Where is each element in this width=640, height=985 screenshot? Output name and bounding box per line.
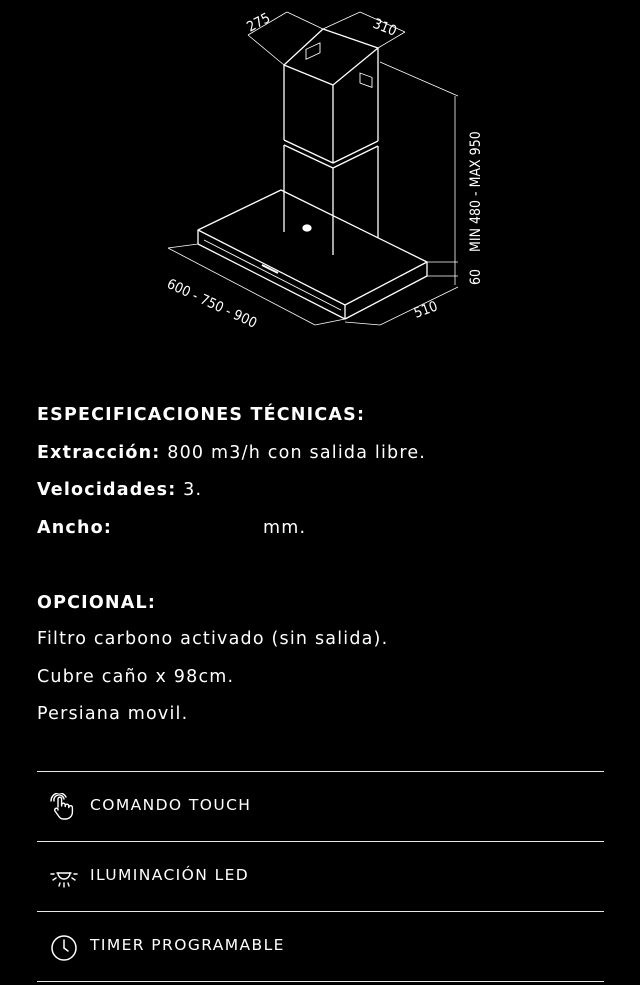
dim-label-width: 600 - 750 - 900 xyxy=(164,276,260,332)
feature-label: ILUMINACIÓN LED xyxy=(90,866,250,884)
dim-label-60: 60 xyxy=(468,268,484,285)
specs-heading: ESPECIFICACIONES TÉCNICAS: xyxy=(37,405,366,425)
spec-extraction xyxy=(37,441,426,465)
width-value: mm. xyxy=(263,518,307,538)
hood-dimension-diagram xyxy=(0,0,640,340)
spec-width xyxy=(37,516,112,540)
optional-item: Cubre caño x 98cm. xyxy=(37,667,235,687)
dim-label-height: MIN 480 - MAX 950 xyxy=(468,131,484,252)
touch-hand-icon xyxy=(49,793,79,823)
optional-item: Persiana movil. xyxy=(37,704,189,724)
led-lamp-icon xyxy=(49,863,79,893)
spec-speeds xyxy=(37,478,202,502)
width-label: Ancho: xyxy=(37,518,113,538)
feature-label: TIMER PROGRAMABLE xyxy=(90,936,285,954)
feature-row-timer xyxy=(37,911,604,982)
chimney-top xyxy=(284,29,378,85)
clock-icon xyxy=(49,933,79,963)
dim-label-510: 510 xyxy=(411,298,440,322)
extraction-value: 800 m3/h con salida libre. xyxy=(160,443,427,463)
feature-row-led xyxy=(37,841,604,911)
speeds-value: 3. xyxy=(176,480,203,500)
dim-label-310: 310 xyxy=(370,15,399,40)
feature-label: COMANDO TOUCH xyxy=(90,796,252,814)
dim-label-275: 275 xyxy=(244,10,274,36)
speeds-label: Velocidades: xyxy=(37,480,177,500)
extraction-label: Extracción: xyxy=(37,443,161,463)
optional-item: Filtro carbono activado (sin salida). xyxy=(37,629,389,649)
optional-heading: OPCIONAL: xyxy=(37,593,157,613)
feature-row-touch xyxy=(37,771,604,841)
